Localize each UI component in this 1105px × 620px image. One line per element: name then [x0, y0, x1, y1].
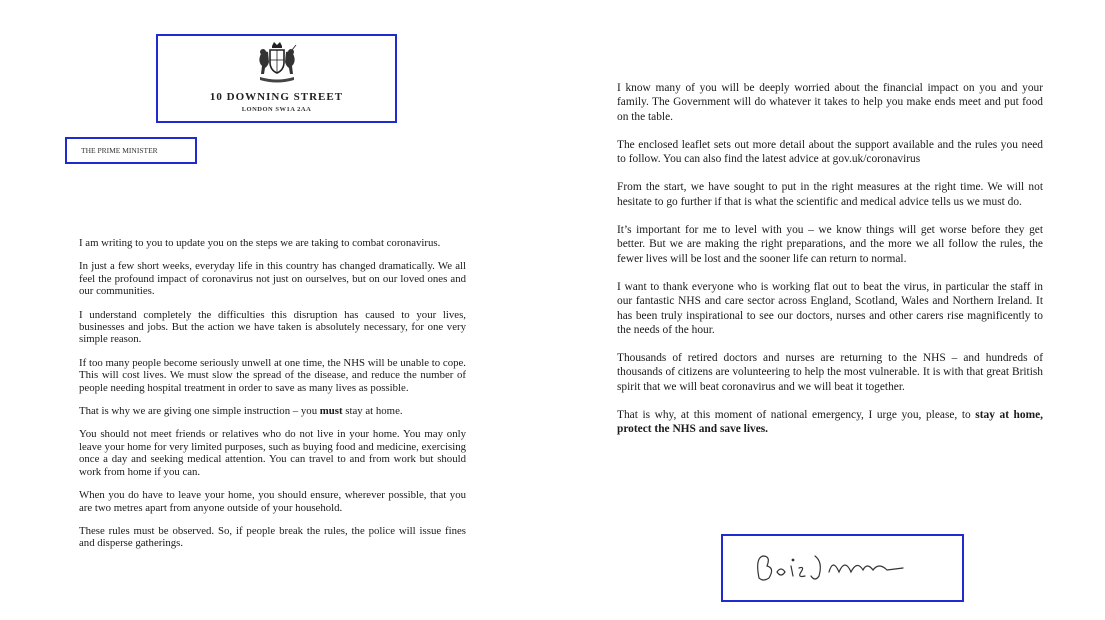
royal-coat-of-arms-icon	[254, 40, 300, 84]
paragraph: The enclosed leaflet sets out more detail about the support available and the rules you need to follow. You can also find the latest advice at gov.uk/coronavirus	[617, 138, 1043, 166]
closing-text: That is why, at this moment of national emergency, I urge you, please, to	[617, 409, 976, 422]
signature-box	[721, 534, 964, 602]
paragraph-instruction	[79, 405, 466, 417]
paragraph: It’s important for me to level with you – we know things will get worse before they get better. But we are making the right preparations, and the more we all follow the rules, the fewer lives will be lost and the sooner life can return to normal.	[617, 224, 1043, 265]
paragraph: Thousands of retired doctors and nurses are returning to the NHS – and hundreds of thousands of citizens are volunteering to help the most vulnerable. It is with that great British spirit that we will beat coronavirus and we will beat it together.	[617, 352, 1043, 393]
closing-emphasis: stay at home, protect the NHS and save lives.	[617, 409, 1043, 436]
sender-label-box	[65, 137, 197, 164]
address-line-street: 10 DOWNING STREET	[209, 91, 344, 103]
paragraph: You should not meet friends or relatives who do not live in your home. You may only leave your home for very limited purposes, such as buying food and medicine, exercising once a day and seeking medical attention. You can travel to and from work but should work from home if you can.	[79, 428, 466, 478]
address-line-city: LONDON SW1A 2AA	[241, 106, 312, 113]
paragraph-closing	[617, 408, 1043, 437]
paragraph: I am writing to you to update you on the steps we are taking to combat coronavirus.	[79, 237, 441, 249]
letter-left-column	[79, 237, 466, 561]
sender-label: THE PRIME MINISTER	[81, 146, 158, 155]
paragraph: These rules must be observed. So, if people break the rules, the police will issue fines and disperse gatherings.	[79, 524, 466, 550]
letterhead-box	[156, 34, 397, 123]
letter-right-column	[617, 81, 1043, 451]
paragraph: I know many of you will be deeply worried about the financial impact on you and your family. The Government will do whatever it takes to help you make ends meet and put food on the table.	[617, 82, 1043, 123]
paragraph: When you do have to leave your home, you should ensure, wherever possible, that you are two metres apart from anyone outside of your household.	[79, 489, 466, 514]
instruction-text-end: stay at home.	[342, 405, 403, 418]
handwritten-signature-icon	[753, 548, 933, 588]
paragraph: If too many people become seriously unwell at one time, the NHS will be unable to cope. This will cost lives. We must slow the spread of the disease, and reduce the number of people needing hospital treatment in order to save as many lives as possible.	[79, 356, 466, 394]
paragraph: In just a few short weeks, everyday life in this country has changed dramatically. We all feel the profound impact of coronavirus not just on ourselves, but on our loved ones and our communities.	[79, 260, 466, 298]
instruction-emphasis: must	[319, 405, 343, 418]
paragraph: From the start, we have sought to put in the right measures at the right time. We will not hesitate to go further if that is what the scientific and medical advice tells us we must do.	[617, 181, 1043, 208]
instruction-text: That is why we are giving one simple instruction – you	[79, 405, 320, 418]
paragraph: I understand completely the difficulties this disruption has caused to your lives, businesses and jobs. But the action we have taken is absolutely necessary, for one very simple reason.	[79, 308, 466, 346]
paragraph: I want to thank everyone who is working flat out to beat the virus, in particular the staff in our fantastic NHS and care sector across England, Scotland, Wales and Northern Ireland. It has been truly inspirational to see our doctors, nurses and other carers rise magnificently to the needs of the hour.	[617, 280, 1043, 336]
